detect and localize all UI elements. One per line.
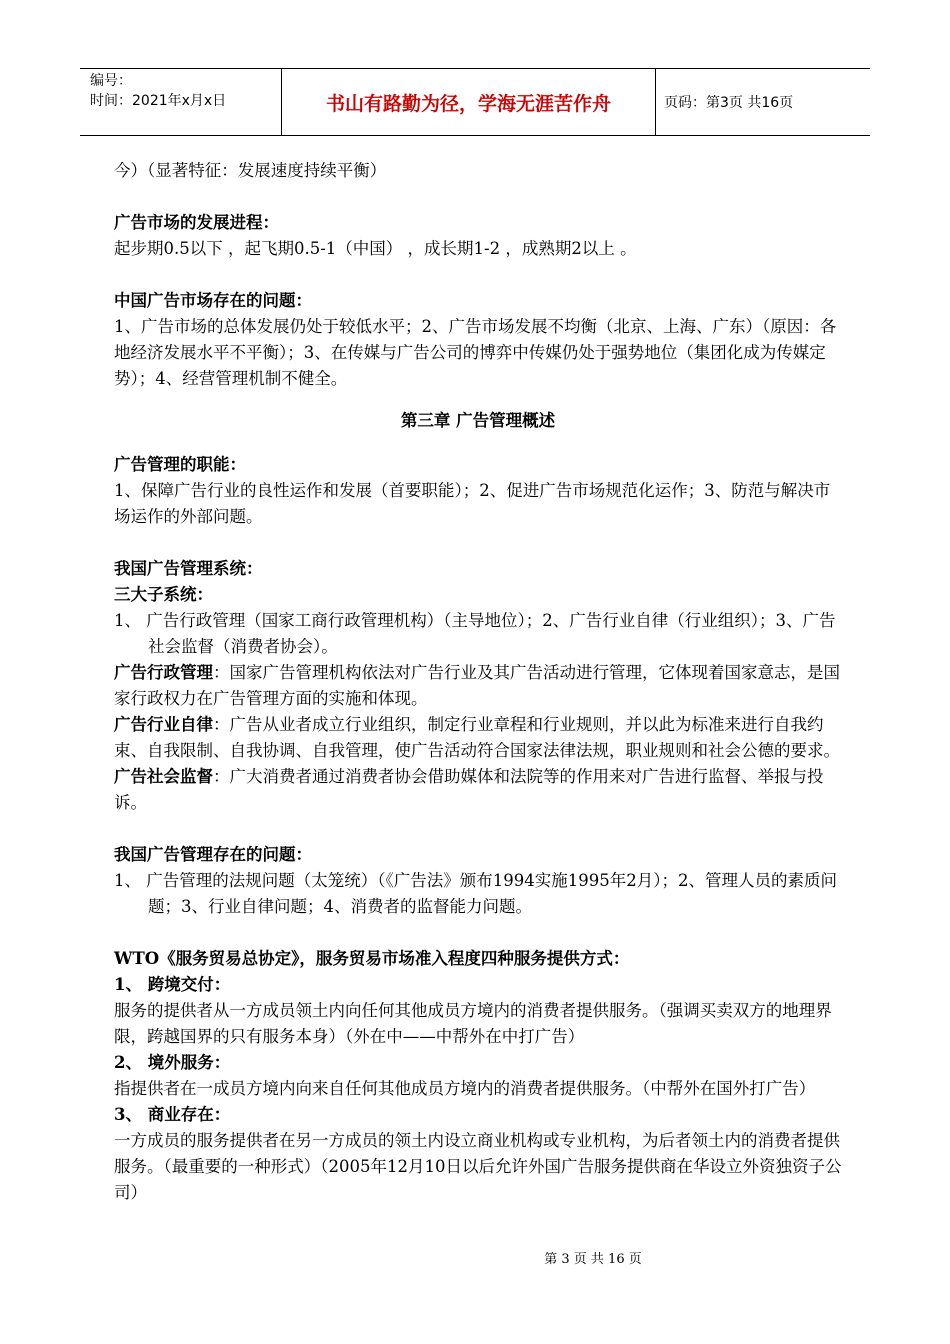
section-heading: 我国广告管理系统： xyxy=(114,559,263,578)
chapter-title: 第三章 广告管理概述 xyxy=(400,411,556,430)
paragraph: 起步期0.5以下 ，起飞期0.5-1（中国） ，成长期1-2 ，成熟期2以上 。 xyxy=(114,239,637,258)
motto: 书山有路勤为径，学海无涯苦作舟 xyxy=(282,69,656,135)
header-table xyxy=(80,68,870,136)
definition: ：广大消费者通过消费者协会借助媒体和法院等的作用来对广告进行监督、举报与投诉。 xyxy=(114,767,824,812)
section-heading: 中国广告市场存在的问题： xyxy=(114,291,312,310)
definition: ：国家广告管理机构依法对广告行业及其广告活动进行管理，它体现着国家意志，是国家行政权力在广告管理方面的实施和体现。 xyxy=(114,663,840,708)
paragraph: 指提供者在一成员方境内向来自任何其他成员方境内的消费者提供服务。（中帮外在国外打广告） xyxy=(114,1079,816,1098)
definition: ：广告从业者成立行业组织，制定行业章程和行业规则，并以此为标准来进行自我约束、自我限制、自我协调、自我管理，使广告活动符合国家法律法规，职业规则和社会公德的要求。 xyxy=(114,715,840,760)
sub-heading: 3、 商业存在： xyxy=(114,1105,231,1124)
sub-heading: 2、 境外服务： xyxy=(114,1053,231,1072)
section-heading: 我国广告管理存在的问题： xyxy=(114,845,312,864)
sub-heading: 三大子系统： xyxy=(114,585,213,604)
term: 广告社会监督 xyxy=(114,767,213,786)
page-footer: 第 3 页 共 16 页 xyxy=(544,1252,642,1267)
paragraph xyxy=(114,764,842,816)
header-left-cell xyxy=(80,69,282,135)
paragraph: 1、广告市场的总体发展仍处于较低水平；2、广告市场发展不均衡（北京、上海、广东）（原因：各地经济发展水平不平衡）；3、在传媒与广告公司的博弈中传媒仍处于强势地位（集团化成为传媒定势）；4、经营管理机制不健全。 xyxy=(114,317,837,388)
paragraph: 一方成员的服务提供者在另一方成员的领土内设立商业机构或专业机构，为后者领土内的消费者提供服务。（最重要的一种形式）（2005年12月10日以后允许外国广告服务提供商在华设立外资独资子公司） xyxy=(114,1131,842,1202)
list-item: 1、 广告管理的法规问题（太笼统）（《广告法》颁布1994实施1995年2月）；2、管理人员的素质问题；3、行业自律问题；4、消费者的监督能力问题。 xyxy=(114,871,837,916)
section-heading: WTO《服务贸易总协定》，服务贸易市场准入程度四种服务提供方式： xyxy=(114,949,630,968)
term: 广告行业自律 xyxy=(114,715,213,734)
document-body xyxy=(114,158,842,1206)
page-label: 页码：第3页 共16页 xyxy=(664,95,794,111)
date-label: 时间：2021年x月x日 xyxy=(90,93,227,109)
number-label: 编号： xyxy=(90,73,132,89)
paragraph xyxy=(114,660,842,712)
paragraph xyxy=(114,712,842,764)
sub-heading: 1、 跨境交付： xyxy=(114,975,231,994)
section-heading: 广告市场的发展进程： xyxy=(114,213,279,232)
paragraph: 服务的提供者从一方成员领土内向任何其他成员方境内的消费者提供服务。（强调买卖双方的地理界限，跨越国界的只有服务本身）（外在中——中帮外在中打广告） xyxy=(114,1001,832,1046)
list-item: 1、 广告行政管理（国家工商行政管理机构）（主导地位）；2、广告行业自律（行业组织）；3、广告社会监督（消费者协会）。 xyxy=(114,611,836,656)
paragraph: 今）（显著特征：发展速度持续平衡） xyxy=(114,161,387,180)
term: 广告行政管理 xyxy=(114,663,213,682)
paragraph: 1、保障广告行业的良性运作和发展（首要职能）；2、促进广告市场规范化运作；3、防范与解决市场运作的外部问题。 xyxy=(114,481,831,526)
section-heading: 广告管理的职能： xyxy=(114,455,246,474)
